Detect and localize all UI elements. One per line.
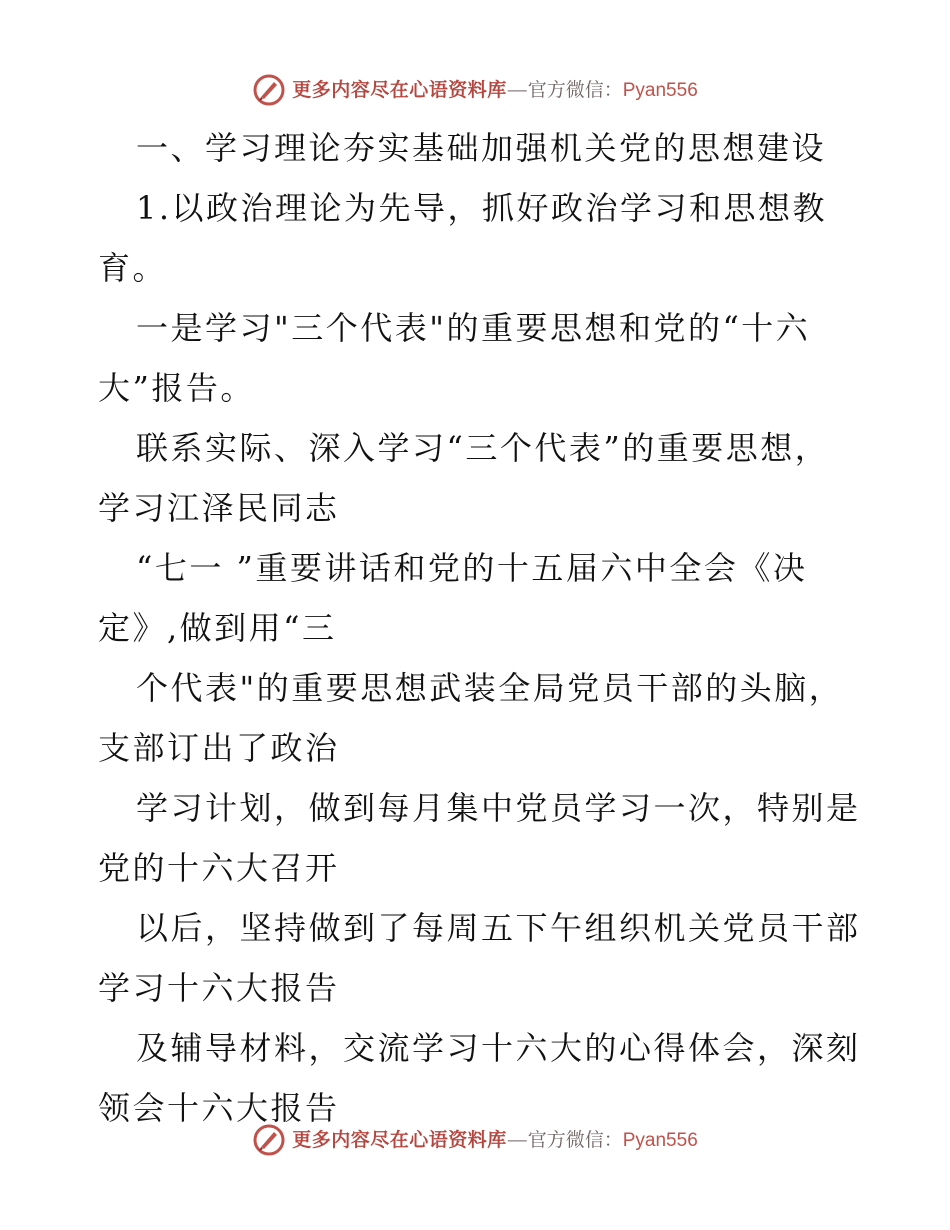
- quill-pen-logo-icon: [252, 73, 286, 107]
- text-line: 一是学习"三个代表"的重要思想和党的“十六: [136, 309, 811, 347]
- watermark-account-label: 官方微信：: [527, 78, 623, 101]
- text-line: 以后，坚持做到了每周五下午组织机关党员干部: [136, 909, 861, 947]
- text-line: 学习十六大报告: [98, 969, 340, 1007]
- watermark-main-text: 更多内容尽在心语资料库: [292, 1128, 507, 1151]
- text-line: 育。: [98, 249, 168, 287]
- watermark-dash: —: [507, 79, 527, 101]
- text-line: 联系实际、深入学习“三个代表”的重要思想，: [136, 429, 830, 467]
- watermark-footer: [0, 1120, 950, 1160]
- text-line: 定》,做到用“三: [98, 609, 337, 647]
- text-line: “七一 ”重要讲话和党的十五届六中全会《决: [136, 549, 808, 587]
- watermark-account-label: 官方微信：: [527, 1128, 623, 1151]
- section-heading: 一、学习理论夯实基础加强机关党的思想建设: [136, 129, 827, 167]
- watermark-dash: —: [507, 1129, 527, 1151]
- text-line: 领会十六大报告: [98, 1089, 340, 1127]
- document-body: [98, 118, 861, 1138]
- quill-pen-logo-icon: [252, 1123, 286, 1157]
- text-line: 大”报告。: [98, 369, 255, 407]
- text-line: 党的十六大召开: [98, 849, 340, 887]
- watermark-main-text: 更多内容尽在心语资料库: [292, 78, 507, 101]
- text-line: 学习计划，做到每月集中党员学习一次，特别是: [136, 789, 861, 827]
- subsection-heading: 1.以政治理论为先导，抓好政治学习和思想教: [136, 189, 828, 227]
- text-line: 及辅导材料，交流学习十六大的心得体会，深刻: [136, 1029, 861, 1067]
- text-line: 支部订出了政治: [98, 729, 340, 767]
- text-line: 个代表"的重要思想武装全局党员干部的头脑，: [136, 669, 844, 707]
- watermark-text: [292, 1128, 698, 1153]
- text-line: 学习江泽民同志: [98, 489, 340, 527]
- watermark-account-id: Pyan556: [622, 1129, 698, 1151]
- watermark-text: [292, 78, 698, 103]
- watermark-header: [0, 70, 950, 110]
- watermark-account-id: Pyan556: [622, 79, 698, 101]
